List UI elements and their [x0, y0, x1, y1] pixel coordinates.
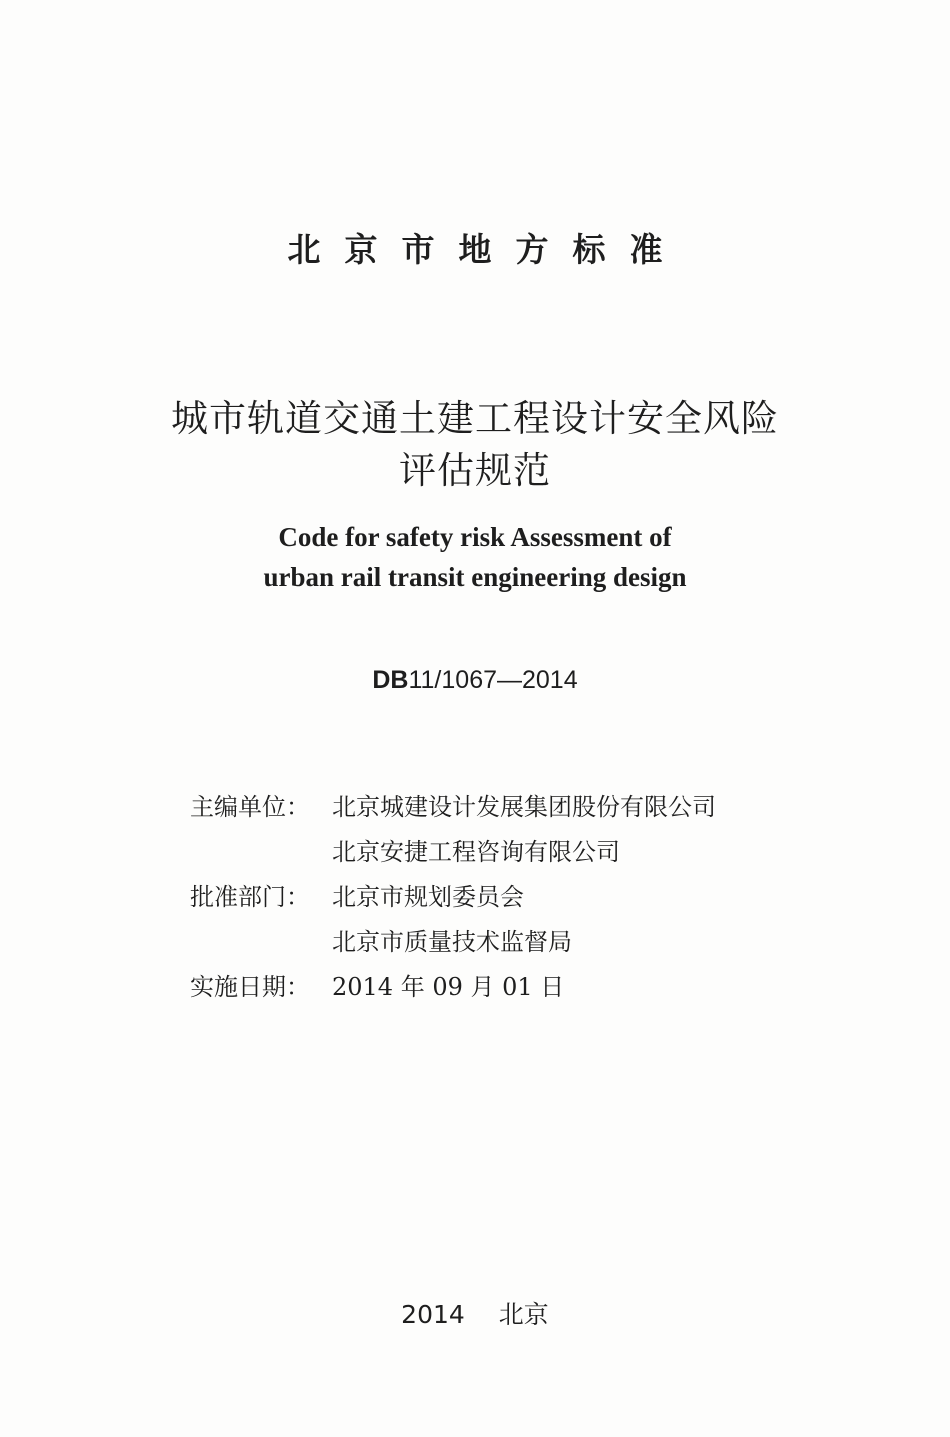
standard-code	[0, 666, 950, 695]
title-english-line-2: urban rail transit engineering design	[263, 562, 687, 592]
meta-row-approver	[190, 875, 716, 920]
footer-year: 2014	[401, 1300, 465, 1329]
meta-label: 批准部门：	[190, 883, 310, 911]
meta-row-co-approver	[190, 920, 716, 965]
footer-city: 北京	[498, 1300, 549, 1329]
meta-row-co-editor	[190, 830, 716, 875]
publication-footer	[0, 1295, 950, 1331]
meta-label	[190, 830, 332, 875]
meta-value: 北京安捷工程咨询有限公司	[332, 838, 620, 866]
meta-value: 北京市规划委员会	[332, 883, 524, 911]
meta-label	[190, 920, 332, 965]
title-english-line-1: Code for safety risk Assessment of	[278, 522, 672, 552]
meta-value: 北京市质量技术监督局	[332, 928, 572, 956]
meta-row-effective-date	[190, 965, 716, 1010]
standard-type-heading: 北京市地方标准	[287, 230, 687, 269]
meta-label: 主编单位：	[190, 793, 310, 821]
publication-info	[190, 785, 716, 1010]
meta-label: 实施日期：	[190, 973, 310, 1001]
meta-value: 北京城建设计发展集团股份有限公司	[332, 793, 716, 821]
meta-row-chief-editor	[190, 785, 716, 830]
title-chinese-line-2: 评估规范	[399, 449, 551, 492]
meta-value: 2014 年 09 月 01 日	[332, 973, 565, 1001]
title-chinese-line-1: 城市轨道交通土建工程设计安全风险	[171, 397, 779, 440]
standard-code-prefix: DB	[372, 666, 409, 694]
standard-code-number: 11/1067—2014	[408, 666, 578, 694]
